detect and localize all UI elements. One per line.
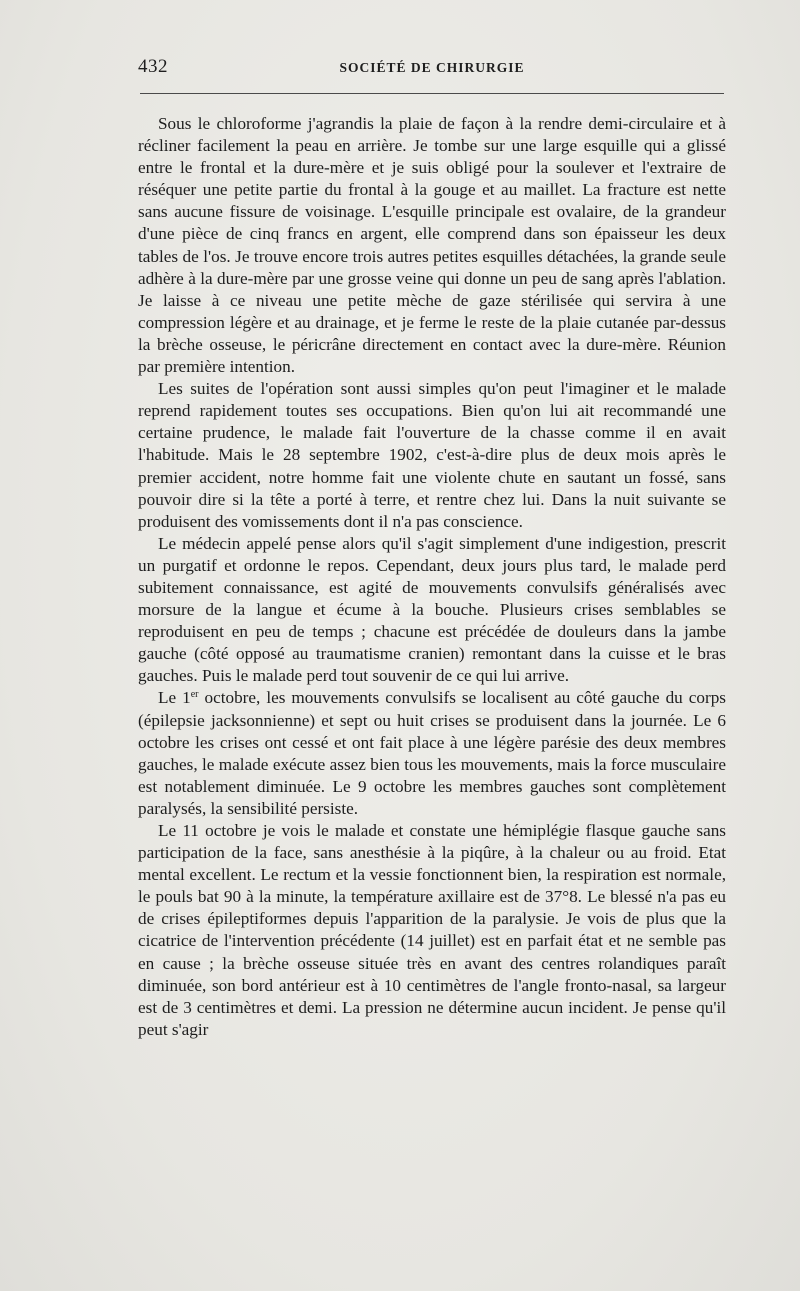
page-number: 432 [138,56,168,77]
paragraph-october-rest: octobre, les mouvements convulsifs se localisent au côté gauche du corps (épilepsie jacksonnienne) et sept ou huit crises se produisent dans la journée. Le 6 octobre les crises ont cessé et ont fait place à une légère parésie des deux membres gauches, le malade exécute assez bien tous les mouvements, mais la force musculaire est notablement diminuée. Le 9 octobre les membres gauches sont complètement paralysés, la sensibilité persiste. [138,688,726,818]
paragraph-examination: Le 11 octobre je vois le malade et constate une hémiplégie flasque gauche sans participation de la face, sans anesthésie à la piqûre, à la chaleur ou au froid. Etat mental excellent. Le rectum et la vessie fonctionnent bien, la respiration est normale, le pouls bat 90 à la minute, la température axillaire est de 37°8. Le blessé n'a pas eu de crises épileptiformes depuis l'apparition de la paralysie. Je vois de plus que la cicatrice de l'intervention précédente (14 juillet) est en parfait état et ne semble pas en cause ; la brèche osseuse située très en avant des centres rolandiques paraît diminuée, son bord antérieur est à 10 centimètres de l'angle fronto-nasal, sa largeur est de 3 centimètres et demi. La pression ne détermine aucun incident. Je pense qu'il peut s'agir [138,821,726,1039]
page-header [138,56,726,80]
header-rule [140,93,724,94]
paragraph-aftermath: Les suites de l'opération sont aussi simples qu'on peut l'imaginer et le malade reprend rapidement toutes ses occupations. Bien qu'on lui ait recommandé une certaine prudence, le malade fait l'ouverture de la chasse comme il en avait l'habitude. Mais le 28 septembre 1902, c'est-à-dire plus de deux mois après le premier accident, notre homme fait une violente chute en sautant un fossé, sans pouvoir dire si la tête a porté à terre, et rentre chez lui. Dans la nuit suivante se produisent des vomissements dont il n'a pas conscience. [138,379,726,531]
running-title: SOCIÉTÉ DE CHIRURGIE [339,60,525,75]
body-text [138,113,726,1041]
paragraph-operation: Sous le chloroforme j'agrandis la plaie de façon à la rendre demi-circulaire et à récliner facilement la peau en arrière. Je tombe sur une large esquille qui a glissé entre le frontal et la dure-mère et je suis obligé pour la soulever et l'extraire de réséquer une petite partie du frontal à la gouge et au maillet. La fracture est nette sans aucune fissure de voisinage. L'esquille principale est ovalaire, de la grandeur d'une pièce de cinq francs en argent, elle comprend dans son épaisseur les deux tables de l'os. Je trouve encore trois autres petites esquilles détachées, la grande seule adhère à la dure-mère par une grosse veine qui donne un peu de sang après l'ablation. Je laisse à ce niveau une petite mèche de gaze stérilisée qui servira à une compression légère et au drainage, et je ferme le reste de la plaie cutanée par-dessus la brèche osseuse, le péricrâne directement en contact avec la dure-mère. Réunion par première intention. [138,114,726,377]
ordinal-superscript: er [190,689,199,701]
paragraph-october-first [138,687,726,820]
paragraph-october-lead: Le 1 [158,688,191,708]
paragraph-diagnosis: Le médecin appelé pense alors qu'il s'agit simplement d'une indigestion, prescrit un purgatif et ordonne le repos. Cependant, deux jours plus tard, le malade perd subitement connaissance, est agité de mouvements convulsifs généralisés avec morsure de la langue et écume à la bouche. Plusieurs crises semblables se reproduisent en peu de temps ; chacune est précédée de douleurs dans la jambe gauche (côté opposé au traumatisme cranien) remontant dans la cuisse et le bras gauches. Puis le malade perd tout souvenir de ce qui lui arrive. [138,533,726,686]
